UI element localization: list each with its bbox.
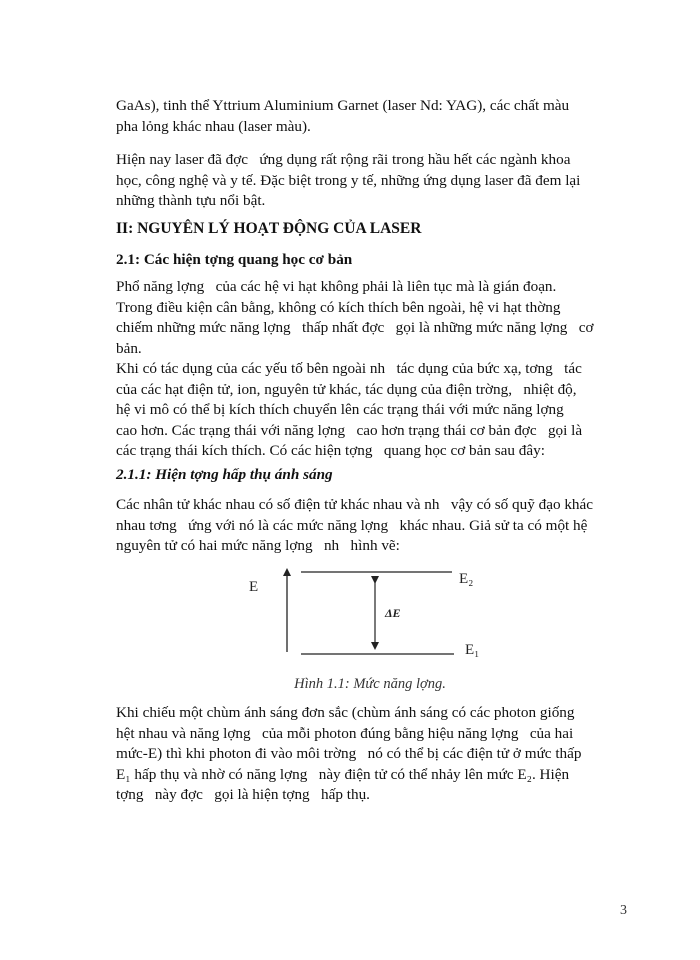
text-line: cao hơn. Các trạng thái với năng lợng cao hơn trạng thái cơ bản đợc gọi là xyxy=(116,421,583,439)
page-number: 3 xyxy=(620,903,627,918)
text-line: mức-E) thì khi photon đi vào môi trờng nó có thể bị các điện tử ở mức thấp xyxy=(116,745,582,762)
energy-axis-label: E xyxy=(249,579,259,595)
energy-level-diagram xyxy=(240,560,500,670)
text-line: tợng này đợc gọi là hiện tợng hấp thụ. xyxy=(116,786,370,803)
text-line: hệ vi mô có thể bị kích thích chuyển lên các trạng thái với mức năng lợng xyxy=(116,401,564,418)
paragraph-laser-materials xyxy=(116,96,636,137)
text-line: nguyên tử có hai mức năng lợng nh hình vẽ: xyxy=(116,537,400,554)
text-line: hệt nhau và năng lợng của mỗi photon đúng bằng hiệu năng lợng của hai xyxy=(116,724,574,742)
text-line: Trong điều kiện cân bằng, không có kích thích bên ngoài, hệ vi hạt thờng xyxy=(116,298,561,316)
subsubsection-heading: 2.1.1: Hiện tợng hấp thụ ánh sáng xyxy=(116,466,333,483)
section-heading: II: NGUYÊN LÝ HOẠT ĐỘNG CỦA LASER xyxy=(116,220,422,237)
paragraph-laser-applications xyxy=(116,150,636,212)
lower-level-label: E₁ xyxy=(465,642,480,658)
text-line: E₁ hấp thụ và nhờ có năng lợng này điện tử có thể nhảy lên mức E₂. Hiện xyxy=(116,765,570,783)
paragraph-two-level-system xyxy=(116,495,636,557)
subsection-heading: 2.1: Các hiện tợng quang học cơ bản xyxy=(116,251,353,268)
text-line: Hiện nay laser đã đợc ứng dụng rất rộng rãi trong hầu hết các ngành khoa xyxy=(116,151,571,168)
figure-caption: Hình 1.1: Mức năng lợng. xyxy=(294,676,446,692)
text-line: những thành tựu nổi bật. xyxy=(116,192,266,209)
paragraph-energy-spectrum xyxy=(116,277,636,462)
text-line: của các hạt điện tử, ion, nguyên tử khác, tác dụng của điện trờng, nhiệt độ, xyxy=(116,380,577,398)
energy-level-svg xyxy=(240,560,500,670)
text-line: học, công nghệ và y tế. Đặc biệt trong y tế, những ứng dụng laser đã đem lại xyxy=(116,171,581,189)
text-line: Phổ năng lợng của các hệ vi hạt không phải là liên tục mà là gián đoạn. xyxy=(116,278,557,295)
text-line: GaAs), tinh thể Yttrium Aluminium Garnet (laser Nd: YAG), các chất màu xyxy=(116,97,570,114)
text-line: Khi có tác dụng của các yếu tố bên ngoài nh tác dụng của bức xạ, tơng tác xyxy=(116,360,582,377)
energy-gap-label: ΔE xyxy=(385,606,401,620)
text-line: bản. xyxy=(116,339,142,357)
text-line: Các nhân tử khác nhau có số điện tử khác nhau và nh vậy có số quỹ đạo khác xyxy=(116,496,594,513)
text-line: Khi chiếu một chùm ánh sáng đơn sắc (chùm ánh sáng có các photon giống xyxy=(116,704,575,721)
text-line: chiếm những mức năng lợng thấp nhất đợc gọi là những mức năng lợng cơ xyxy=(116,319,594,336)
text-line: pha lỏng khác nhau (laser màu). xyxy=(116,117,311,135)
text-line: nhau tơng ứng với nó là các mức năng lợng khác nhau. Giả sử ta có một hệ xyxy=(116,516,588,534)
paragraph-absorption xyxy=(116,703,636,806)
upper-level-label: E₂ xyxy=(459,571,474,587)
text-line: các trạng thái kích thích. Có các hiện tợng quang học cơ bản sau đây: xyxy=(116,442,545,459)
